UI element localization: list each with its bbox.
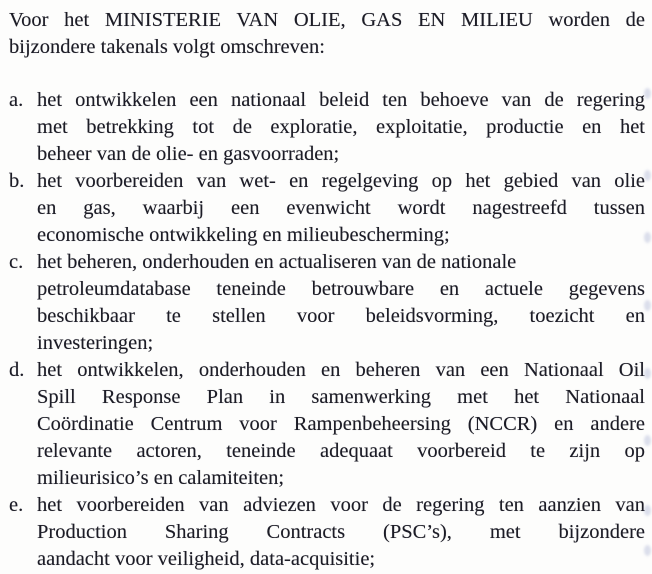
- text-line: milieurisico’s en calamiteiten;: [37, 467, 285, 489]
- text-line: beheer van de olie- en gasvoorraden;: [37, 143, 340, 165]
- text-line: het beheren, onderhouden en actualiseren van de nationale: [37, 251, 517, 273]
- text-line: Production Sharing Contracts (PSC’s), met bijzondere: [37, 521, 645, 543]
- intro-paragraph: [9, 7, 645, 61]
- text-line: het ontwikkelen, onderhouden en beheren van een Nationaal Oil: [37, 359, 645, 381]
- intro-line: bijzondere takenals volgt omschreven:: [9, 36, 325, 58]
- item-label: d.: [9, 359, 25, 381]
- item-label: b.: [9, 170, 25, 192]
- text-line: petroleumdatabase teneinde betrouwbare en actuele gegevens: [37, 278, 645, 300]
- text-line: economische ontwikkeling en milieubescherming;: [37, 224, 450, 246]
- task-item-a: [9, 87, 645, 168]
- text-line: het ontwikkelen een nationaal beleid ten behoeve van de regering: [37, 89, 645, 111]
- text-line: investeringen;: [37, 332, 154, 354]
- item-label: a.: [9, 89, 24, 111]
- task-item-e: [9, 492, 645, 573]
- task-item-d: [9, 357, 645, 492]
- text-line: en gas, waarbij een evenwicht wordt nagestreefd tussen: [37, 197, 645, 219]
- text-line: beschikbaar te stellen voor beleidsvorming, toezicht en: [37, 305, 645, 327]
- intro-line: Voor het MINISTERIE VAN OLIE, GAS EN MILIEU worden de: [9, 9, 645, 31]
- text-line: het voorbereiden van wet- en regelgeving op het gebied van olie: [37, 170, 645, 192]
- task-item-c: [9, 249, 645, 357]
- text-line: het voorbereiden van adviezen voor de regering ten aanzien van: [37, 494, 645, 516]
- text-line: relevante actoren, teneinde adequaat voorbereid te zijn op: [37, 440, 645, 462]
- text-line: met betrekking tot de exploratie, exploitatie, productie en het: [37, 116, 645, 138]
- text-line: Spill Response Plan in samenwerking met het Nationaal: [37, 386, 645, 408]
- item-label: c.: [9, 251, 24, 273]
- task-list: [9, 87, 645, 573]
- text-line: Coördinatie Centrum voor Rampenbeheersing (NCCR) en andere: [37, 413, 645, 435]
- task-item-b: [9, 168, 645, 249]
- text-line: aandacht voor veiligheid, data-acquisitie;: [37, 548, 376, 570]
- item-label: e.: [9, 494, 24, 516]
